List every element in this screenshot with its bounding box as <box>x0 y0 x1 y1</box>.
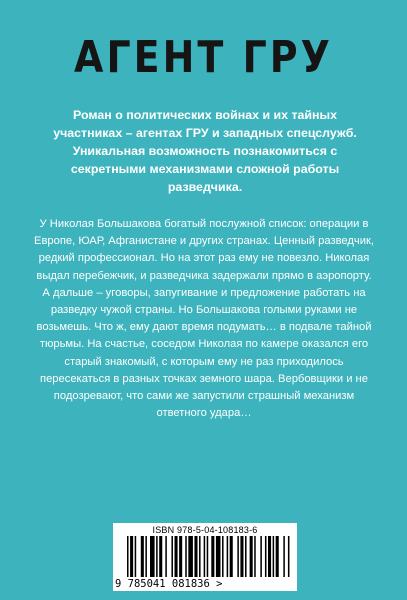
barcode-bars <box>127 536 291 577</box>
barcode-bar <box>207 536 209 577</box>
lead-paragraph: Роман о политических войнах и их тайных участниках – агентах ГРУ и западных спецслужб. Уникальная возможность познакомиться с секретными механизмами сложной работы разведчика. <box>53 108 357 194</box>
barcode-bar <box>194 536 197 577</box>
barcode-bar <box>188 536 193 577</box>
barcode-bar <box>260 536 262 577</box>
isbn-label: ISBN 978-5-04-108183-6 <box>152 525 258 535</box>
barcode-bar <box>135 536 137 577</box>
barcode-bar <box>276 536 279 577</box>
barcode-bar <box>159 536 162 577</box>
barcode-bar <box>222 536 224 577</box>
barcode-digits: 9 785041 081836 > <box>115 578 223 590</box>
barcode-bar <box>254 536 256 577</box>
barcode-bar <box>185 536 187 577</box>
barcode-bar <box>273 536 275 577</box>
barcode-bar <box>204 536 206 577</box>
barcode-bar <box>288 536 290 577</box>
series-title: АГЕНТ ГРУ <box>74 31 333 83</box>
barcode-panel <box>113 523 297 591</box>
barcode-bar <box>216 536 221 577</box>
barcode-bar <box>265 536 267 577</box>
barcode-bar <box>150 536 155 577</box>
barcode-bar <box>237 536 239 577</box>
barcode-bar <box>268 536 271 577</box>
barcode-bar <box>127 536 129 577</box>
barcode-bar <box>227 536 229 577</box>
barcode-bar <box>165 536 167 577</box>
barcode-bar <box>211 536 214 577</box>
barcode-bar <box>145 536 147 577</box>
barcode-bar <box>171 536 173 577</box>
barcode-bar <box>250 536 253 577</box>
barcode-bar <box>245 536 247 577</box>
barcode-bar <box>283 536 285 577</box>
barcode-bar <box>156 536 158 577</box>
barcode-bar <box>141 536 144 577</box>
synopsis-paragraph: У Николая Большакова богатый послужной список: операции в Европе, ЮАР, Афганистане и других странах. Ценный разведчик, редкий профессионал. Но на этот раз ему не повезло. Николая выдал перебежчик, и разведчика задержали прямо в аэропорту. А дальше – уговоры, запугивание и предложение работать на разведку чужой страны. Но Большакова голыми руками не возьмешь. Что ж, ему дают время подумать… в подвале тайной тюрьмы. На счастье, соседом Николая по камере оказался его старый знакомый, с которым ему не раз приходилось пересекаться в разных точках земного шара. Вербовщики и не подозревают, что сами же запустили страшный механизм ответного удара… <box>34 218 374 420</box>
barcode-bar <box>199 536 201 577</box>
barcode-bar <box>130 536 133 577</box>
barcode-bar <box>240 536 243 577</box>
barcode-bar <box>179 536 182 577</box>
barcode-bar <box>230 536 233 577</box>
barcode-bar <box>175 536 178 577</box>
